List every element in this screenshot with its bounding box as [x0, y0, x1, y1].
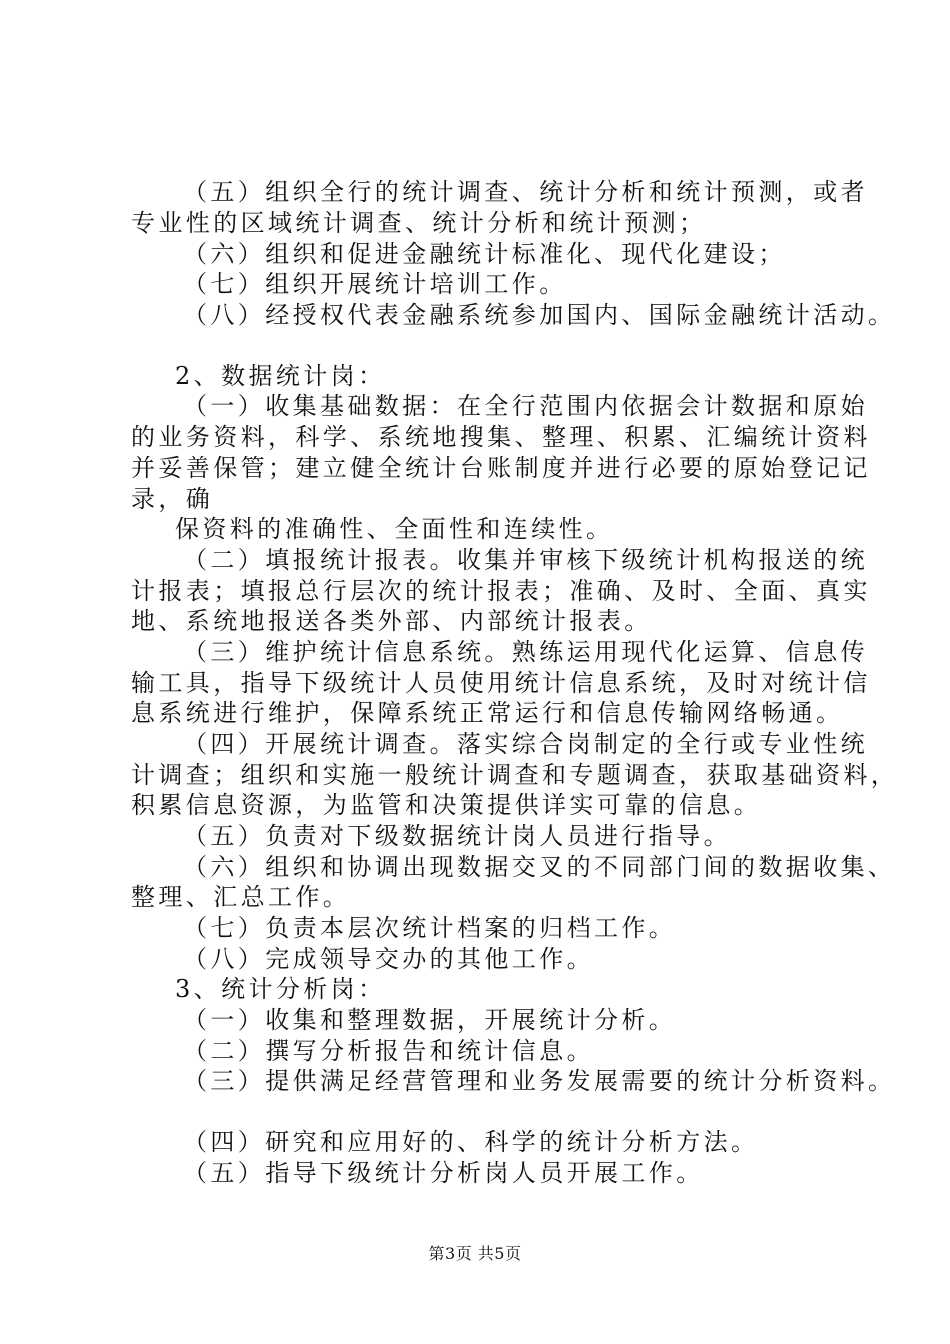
paragraph-line: 整理、汇总工作。 [131, 883, 351, 911]
paragraph-line: （六）组织和促进金融统计标准化、现代化建设； [183, 240, 786, 268]
paragraph-line: 息系统进行维护，保障系统正常运行和信息传输网络畅通。 [131, 699, 844, 727]
paragraph-line: （五）指导下级统计分析岗人员开展工作。 [183, 1159, 704, 1187]
paragraph-line: （三）维护统计信息系统。熟练运用现代化运算、信息传 [183, 638, 868, 666]
paragraph-line: 专业性的区域统计调查、统计分析和统计预测； [131, 209, 707, 237]
paragraph-line: （二）撰写分析报告和统计信息。 [183, 1037, 594, 1065]
paragraph-line: 保资料的准确性、全面性和连续性。 [175, 515, 614, 543]
paragraph-line: （一）收集和整理数据，开展统计分析。 [183, 1006, 677, 1034]
paragraph-line: （二）填报统计报表。收集并审核下级统计机构报送的统 [183, 546, 868, 574]
paragraph-line: 地、系统地报送各类外部、内部统计报表。 [131, 607, 652, 635]
section-heading: 2、数据统计岗： [175, 362, 386, 390]
paragraph-line: （一）收集基础数据：在全行范围内依据会计数据和原始 [183, 392, 868, 420]
paragraph-line: （五）组织全行的统计调查、统计分析和统计预测，或者 [183, 178, 868, 206]
paragraph-line: 并妥善保管；建立健全统计台账制度并进行必要的原始登记记 [131, 454, 871, 482]
paragraph-line: （四）开展统计调查。落实综合岗制定的全行或专业性统 [183, 730, 868, 758]
paragraph-line: （八）完成领导交办的其他工作。 [183, 945, 594, 973]
paragraph-line: （三）提供满足经营管理和业务发展需要的统计分析资料。 [183, 1067, 896, 1095]
paragraph-line: 计报表；填报总行层次的统计报表；准确、及时、全面、真实 [131, 577, 871, 605]
page-number-footer: 第3页 共5页 [428, 1244, 522, 1263]
paragraph-line: 输工具，指导下级统计人员使用统计信息系统，及时对统计信 [131, 669, 871, 697]
paragraph-line: （七）组织开展统计培训工作。 [183, 270, 567, 298]
paragraph-line: （四）研究和应用好的、科学的统计分析方法。 [183, 1128, 759, 1156]
paragraph-line: （八）经授权代表金融系统参加国内、国际金融统计活动。 [183, 301, 896, 329]
paragraph-line: 计调查；组织和实施一般统计调查和专题调查，获取基础资料， [131, 761, 899, 789]
paragraph-line: 的业务资料，科学、系统地搜集、整理、积累、汇编统计资料 [131, 423, 871, 451]
section-heading: 3、统计分析岗： [175, 975, 386, 1003]
paragraph-line: 积累信息资源，为监管和决策提供详实可靠的信息。 [131, 791, 762, 819]
paragraph-line: （五）负责对下级数据统计岗人员进行指导。 [183, 822, 731, 850]
paragraph-line: （六）组织和协调出现数据交叉的不同部门间的数据收集、 [183, 853, 896, 881]
paragraph-line: 录，确 [131, 485, 214, 513]
paragraph-line: （七）负责本层次统计档案的归档工作。 [183, 914, 677, 942]
